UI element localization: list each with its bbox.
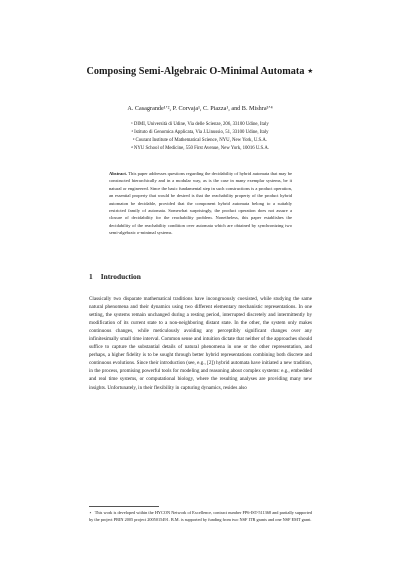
affiliation-list <box>0 121 400 153</box>
section-heading <box>89 272 141 281</box>
footnote-mark: ⋆ <box>89 510 92 515</box>
paper-title: Composing Semi-Algebraic O-Minimal Automata ⋆ <box>86 66 314 77</box>
footnote-text: This work is developed within the HYCON Network of Excellence, contract number FP6-IST-511368 and partially supported by the project PRIN 2005 project 2005015491. B.M. is supported by funding from two NSF ITR grants and one NSF EMT grant. <box>89 510 312 522</box>
body-text <box>89 295 312 392</box>
section-title: Introduction <box>100 272 141 281</box>
footnote <box>89 510 312 524</box>
body-paragraph: Classically two disparate mathematical traditions have incongruously coexisted, while studying the same natural phenomena and their dynamics using two different elementary mechanistic representations. In one setting, the systems remain unchanged during a resting period, interrupted discretely and intermittently by modification of its current state to a non-neighboring distant state. In the other, the system only makes continuous changes, while meticulously avoiding any perceptibly significant changes over any infinitesimally small time interval. Common sense and intuition dictate that neither of the approaches should suffice to capture the substantial details of natural phenomena in one or the other representation, and perhaps, a higher fidelity is to be sought through better hybrid representations combining both discrete and continuous evolutions. Since their introduction (see, e.g., [2]) hybrid automata have initiated a new tradition, in the process, promising powerful tools for modeling and reasoning about complex systems: e.g., embedded and real time systems, or computational biology, where the resulting analyses are providing many new insights. Unfortunately, in their flexibility in capturing dynamics, resides also <box>89 296 312 391</box>
author-list: A. Casagrande¹ʼ², P. Corvaja¹, C. Piazza¹, and B. Mishra³ʼ⁴ <box>127 105 273 112</box>
affiliation-4: ⁴ NYU School of Medicine, 550 First Avenue, New York, 10016 U.S.A. <box>130 146 270 152</box>
abstract-text: This paper addresses questions regarding the decidability of hybrid automata that may be constructed hierarchically and in a modular way, as is the case in many exemplar systems, be it natural or engineered. Since the basic fundamental step in such constructions is a product operation, an essential property that would be desired is that the reachability property of the product hybrid automaton be decidable, provided that the component hybrid automata belong to a suitably restricted family of automata. Somewhat surprisingly, the product operation does not assure a closure of decidability for the reachability problem. Nonetheless, this paper establishes the decidability of the reachability condition over automata which are obtained by synchronizing two semi-algebraic o-minimal systems. <box>109 171 293 236</box>
affiliation-1: ¹ DIMI, Università di Udine, Via delle Scienze, 206, 33100 Udine, Italy <box>131 122 269 127</box>
affiliation-3: ³ Courant Institute of Mathematical Science, NYU, New York, U.S.A. <box>132 138 268 144</box>
affiliation-2: ² Istituto di Genomica Applicata, Via J.Linussio, 51, 33100 Udine, Italy <box>131 130 269 136</box>
footnote-divider <box>89 506 159 507</box>
section-number: 1 <box>89 272 93 281</box>
abstract-label: Abstract. <box>109 171 128 176</box>
abstract <box>109 170 292 237</box>
